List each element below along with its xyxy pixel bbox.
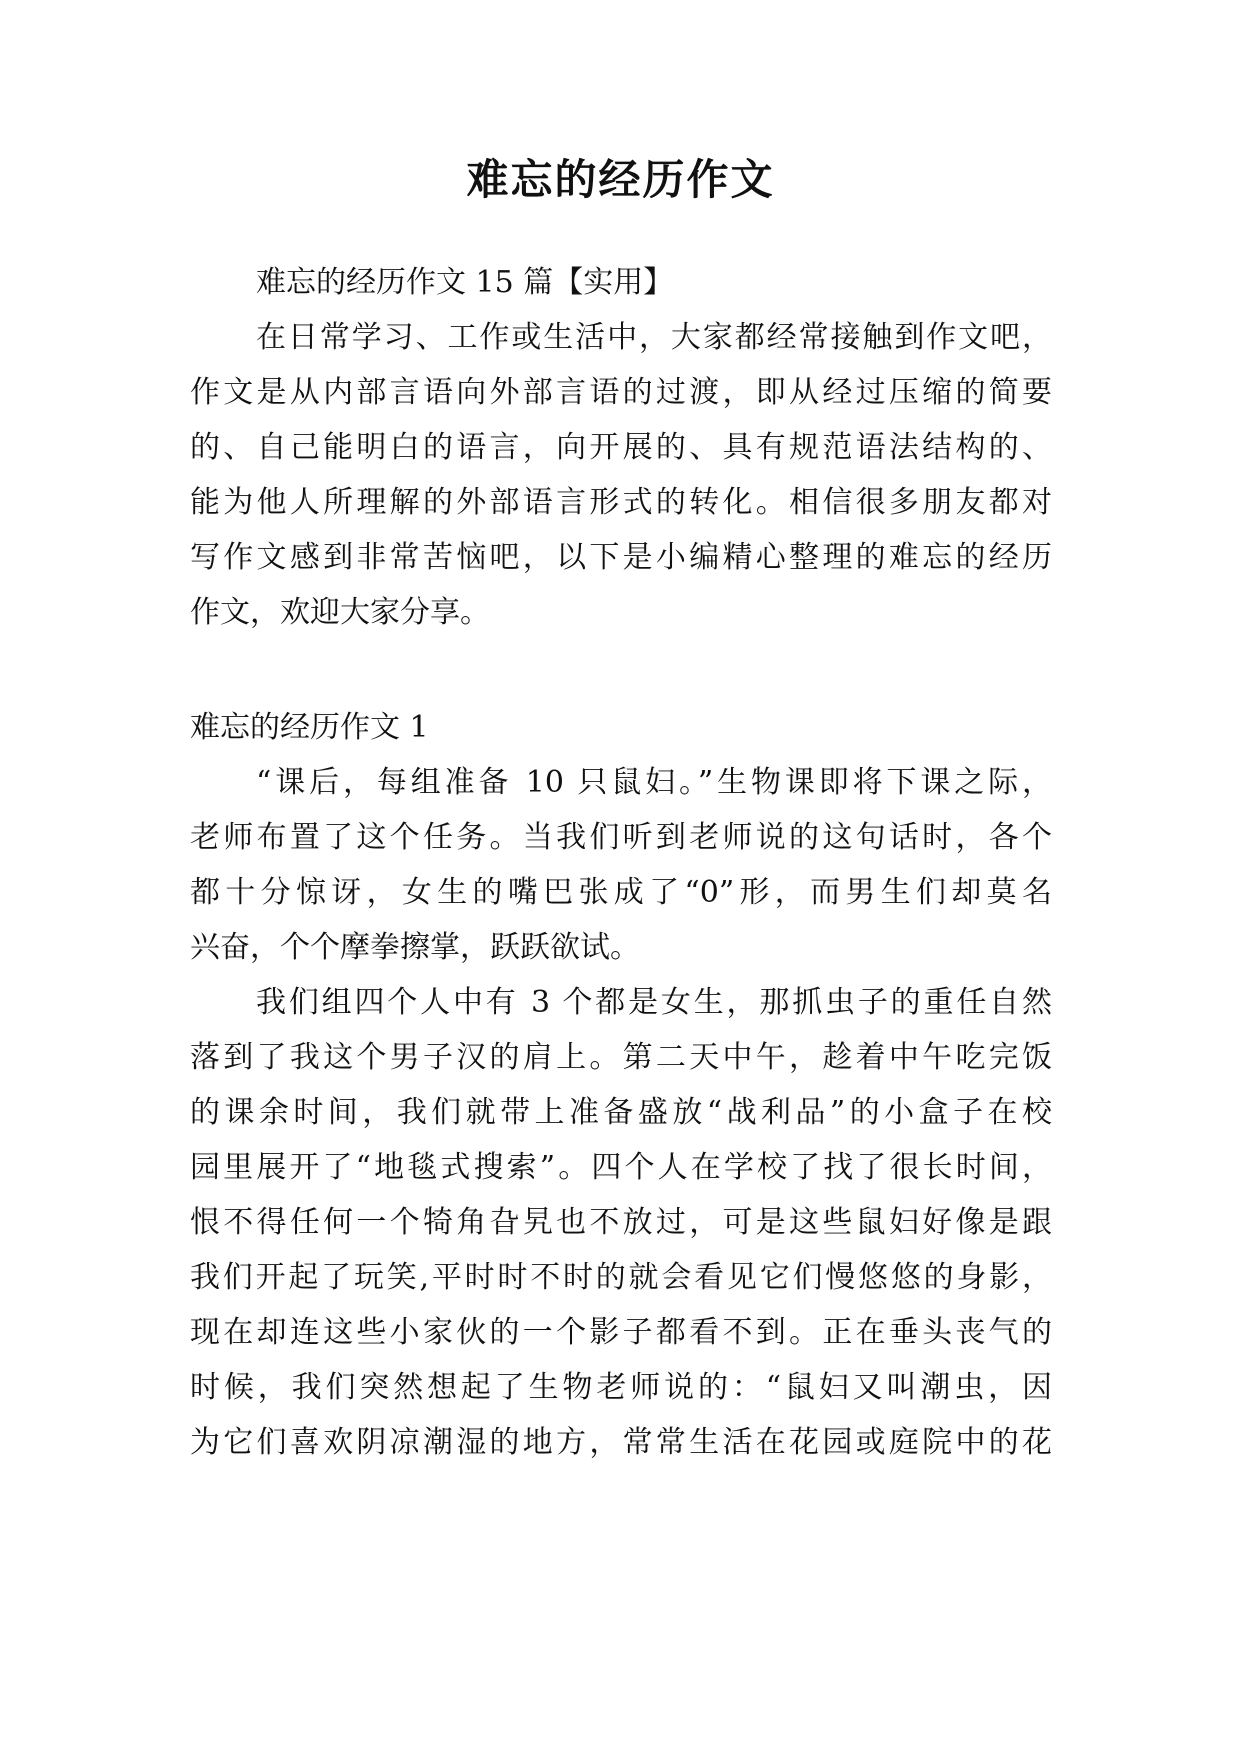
paragraph-line: 落到了我这个男子汉的肩上。第二天中午，趁着中午吃完饭 <box>190 1040 1052 1075</box>
intro-line: 在日常学习、工作或生活中，大家都经常接触到作文吧， <box>256 320 1052 355</box>
intro-line: 作文是从内部言语向外部言语的过渡，即从经过压缩的简要 <box>190 375 1052 410</box>
paragraph-line: 为它们喜欢阴凉潮湿的地方，常常生活在花园或庭院中的花 <box>190 1425 1052 1460</box>
paragraph-line: 我们组四个人中有 3 个都是女生，那抓虫子的重任自然 <box>256 985 1052 1020</box>
intro-line: 作文，欢迎大家分享。 <box>190 595 490 630</box>
paragraph-line: 现在却连这些小家伙的一个影子都看不到。正在垂头丧气的 <box>190 1315 1052 1350</box>
intro-line: 能为他人所理解的外部语言形式的转化。相信很多朋友都对 <box>190 485 1052 520</box>
paragraph-line: “课后，每组准备 10 只鼠妇。”生物课即将下课之际， <box>256 765 1052 800</box>
section-heading: 难忘的经历作文 1 <box>190 710 429 745</box>
document-title: 难忘的经历作文 <box>466 155 775 204</box>
intro-line: 写作文感到非常苦恼吧，以下是小编精心整理的难忘的经历 <box>190 540 1052 575</box>
document-subtitle: 难忘的经历作文 15 篇【实用】 <box>256 265 674 300</box>
paragraph-line: 兴奋，个个摩拳擦掌，跃跃欲试。 <box>190 930 640 965</box>
paragraph-line: 都十分惊讶，女生的嘴巴张成了“0”形，而男生们却莫名 <box>190 875 1052 910</box>
paragraph-line: 我们开起了玩笑,平时时不时的就会看见它们慢悠悠的身影， <box>190 1260 1052 1295</box>
intro-line: 的、自己能明白的语言，向开展的、具有规范语法结构的、 <box>190 430 1052 465</box>
paragraph-line: 老师布置了这个任务。当我们听到老师说的这句话时，各个 <box>190 820 1052 855</box>
paragraph-line: 的课余时间，我们就带上准备盛放“战利品”的小盒子在校 <box>190 1095 1052 1130</box>
paragraph-line: 时候，我们突然想起了生物老师说的：“鼠妇又叫潮虫，因 <box>190 1370 1052 1405</box>
paragraph-line: 园里展开了“地毯式搜索”。四个人在学校了找了很长时间， <box>190 1150 1052 1185</box>
paragraph-line: 恨不得任何一个犄角旮旯也不放过，可是这些鼠妇好像是跟 <box>190 1205 1052 1240</box>
